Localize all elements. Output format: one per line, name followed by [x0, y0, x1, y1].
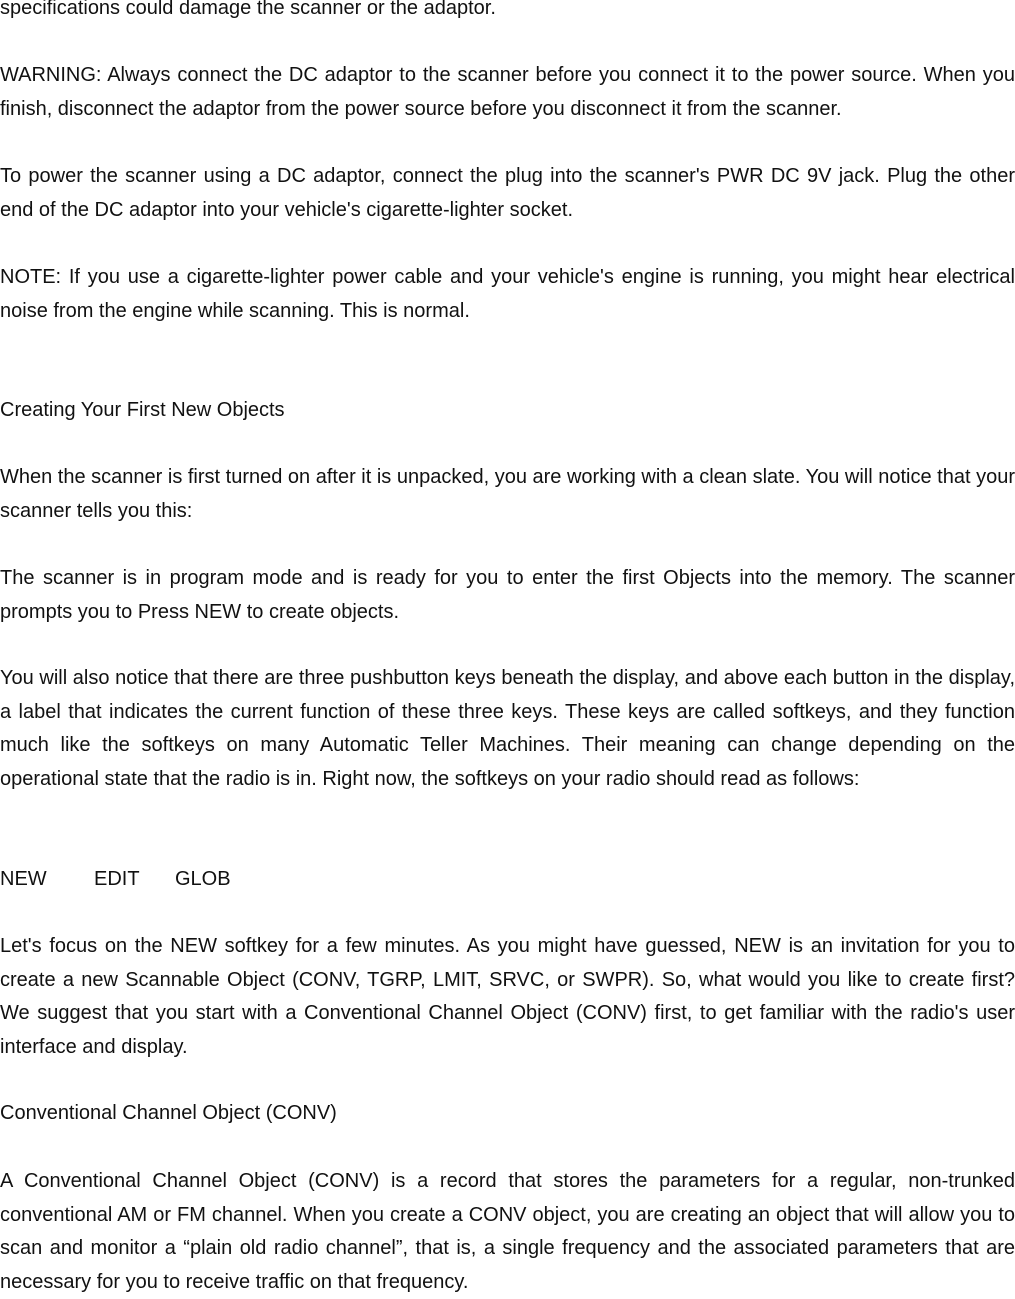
- paragraph-dc-power: To power the scanner using a DC adaptor, connect the plug into the scanner's PWR DC 9V jack. Plug the other end of the DC adaptor into your vehicle's cigarette-lighter socket.: [0, 165, 1015, 221]
- paragraph-conv-description: A Conventional Channel Object (CONV) is a record that stores the parameters for a regular, non-trunked conventional AM or FM channel. When you create a CONV object, you are creating an object that will allow you to scan and monitor a “plain old radio channel”, that is, a single frequency and the associated parameters that are necessary for you to receive traffic on that frequency.: [0, 1170, 1015, 1293]
- softkey-edit-label: EDIT: [94, 868, 140, 890]
- paragraph-warning: WARNING: Always connect the DC adaptor to the scanner before you connect it to the power source. When you finish, disconnect the adaptor from the power source before you disconnect it from the scanner.: [0, 64, 1015, 120]
- paragraph-softkeys: You will also notice that there are three pushbutton keys beneath the display, and above each button in the display, a label that indicates the current function of these three keys. These keys are called softkeys, and they function much like the softkeys on many Automatic Teller Machines. Their meaning can change depending on the operational state that the radio is in. Right now, the softkeys on your radio should read as follows:: [0, 667, 1015, 790]
- paragraph-note-noise: NOTE: If you use a cigarette-lighter power cable and your vehicle's engine is running, you might hear electrical noise from the engine while scanning. This is normal.: [0, 266, 1015, 322]
- heading-creating-objects: Creating Your First New Objects: [0, 399, 285, 421]
- paragraph-program-mode: The scanner is in program mode and is ready for you to enter the first Objects into the memory. The scanner prompts you to Press NEW to create objects.: [0, 567, 1015, 623]
- softkey-glob-label: GLOB: [175, 868, 231, 890]
- paragraph-adaptor-spec: specifications could damage the scanner or the adaptor.: [0, 0, 496, 19]
- heading-conv-object: Conventional Channel Object (CONV): [0, 1102, 337, 1124]
- softkey-labels: [0, 863, 231, 897]
- paragraph-clean-slate: When the scanner is first turned on after it is unpacked, you are working with a clean slate. You will notice that your scanner tells you this:: [0, 466, 1015, 522]
- paragraph-new-softkey: Let's focus on the NEW softkey for a few minutes. As you might have guessed, NEW is an invitation for you to create a new Scannable Object (CONV, TGRP, LMIT, SRVC, or SWPR). So, what would you like to create first? We suggest that you start with a Conventional Channel Object (CONV) first, to get familiar with the radio's user interface and display.: [0, 935, 1015, 1058]
- softkey-new-label: NEW: [0, 868, 47, 890]
